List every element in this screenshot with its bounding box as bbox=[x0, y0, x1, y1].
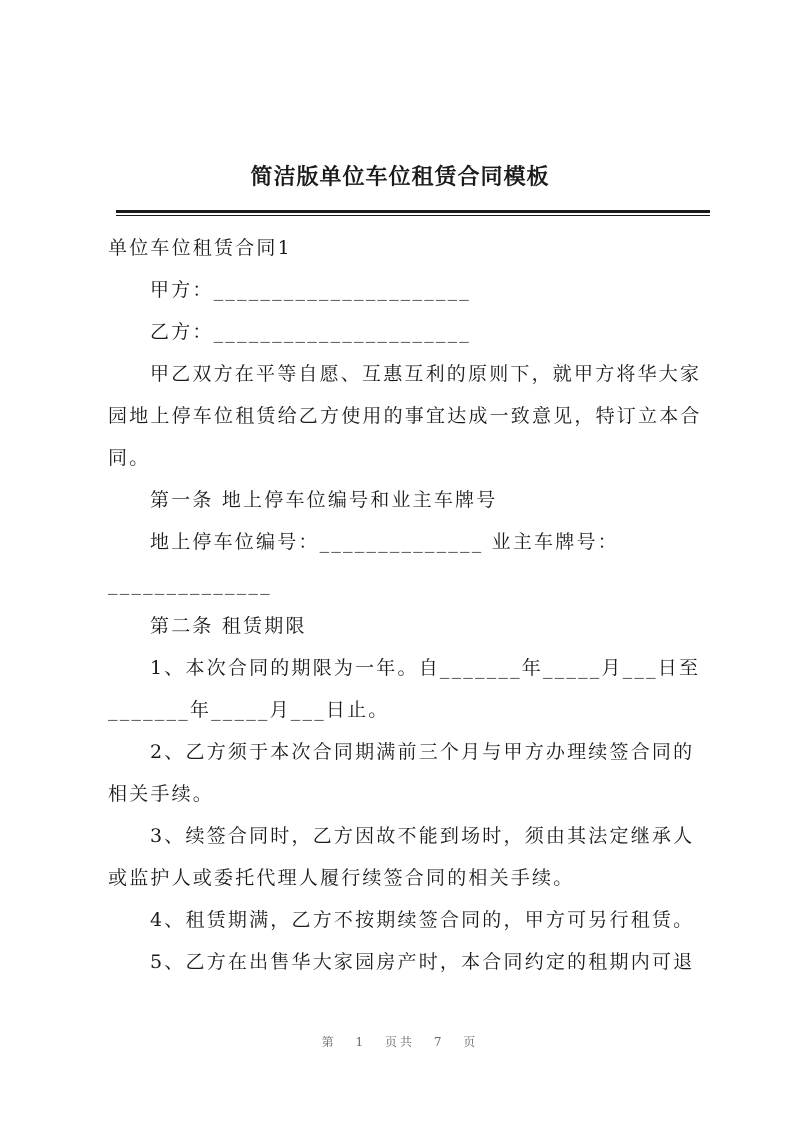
footer-prefix: 第 bbox=[321, 1035, 337, 1049]
clause-line: 1、本次合同的期限为一年。自_______年_____月___日至 bbox=[150, 657, 701, 679]
clause-line: 3、续签合同时，乙方因故不能到场时，须由其法定继承人 bbox=[150, 825, 695, 847]
party-b-line: 乙方：______________________ bbox=[150, 321, 472, 343]
footer-total-pages: 7 bbox=[433, 1035, 445, 1049]
footer-page-number: 1 bbox=[355, 1035, 367, 1049]
clause-line: _______年_____月___日止。 bbox=[108, 699, 390, 721]
plate-number-blank: ______________ bbox=[108, 573, 272, 595]
page-title: 简洁版单位车位租赁合同模板 bbox=[250, 165, 550, 190]
title-divider-thick bbox=[116, 210, 710, 213]
clause-line: 或监护人或委托代理人履行续签合同的相关手续。 bbox=[108, 867, 575, 889]
article-1-heading: 第一条 地上停车位编号和业主车牌号 bbox=[150, 489, 498, 511]
party-a-line: 甲方：______________________ bbox=[150, 279, 472, 301]
contract-heading: 单位车位租赁合同1 bbox=[108, 237, 292, 259]
footer-mid: 页共 bbox=[384, 1035, 415, 1049]
parking-number-line: 地上停车位编号：______________ 业主车牌号： bbox=[150, 531, 619, 553]
clause-line: 4、租赁期满，乙方不按期续签合同的，甲方可另行租赁。 bbox=[150, 909, 695, 931]
paragraph-line: 园地上停车位租赁给乙方使用的事宜达成一致意见，特订立本合 bbox=[108, 405, 702, 427]
page-footer bbox=[0, 1033, 800, 1050]
clause-line: 相关手续。 bbox=[108, 783, 215, 805]
paragraph-line: 甲乙双方在平等自愿、互惠互利的原则下，就甲方将华大家 bbox=[150, 363, 702, 385]
footer-suffix: 页 bbox=[463, 1035, 479, 1049]
clause-line: 2、乙方须于本次合同期满前三个月与甲方办理续签合同的 bbox=[150, 741, 695, 763]
paragraph-line: 同。 bbox=[108, 447, 151, 469]
article-2-heading: 第二条 租赁期限 bbox=[150, 615, 307, 637]
title-divider-thin bbox=[116, 215, 710, 216]
clause-line: 5、乙方在出售华大家园房产时，本合同约定的租期内可退 bbox=[150, 951, 695, 973]
